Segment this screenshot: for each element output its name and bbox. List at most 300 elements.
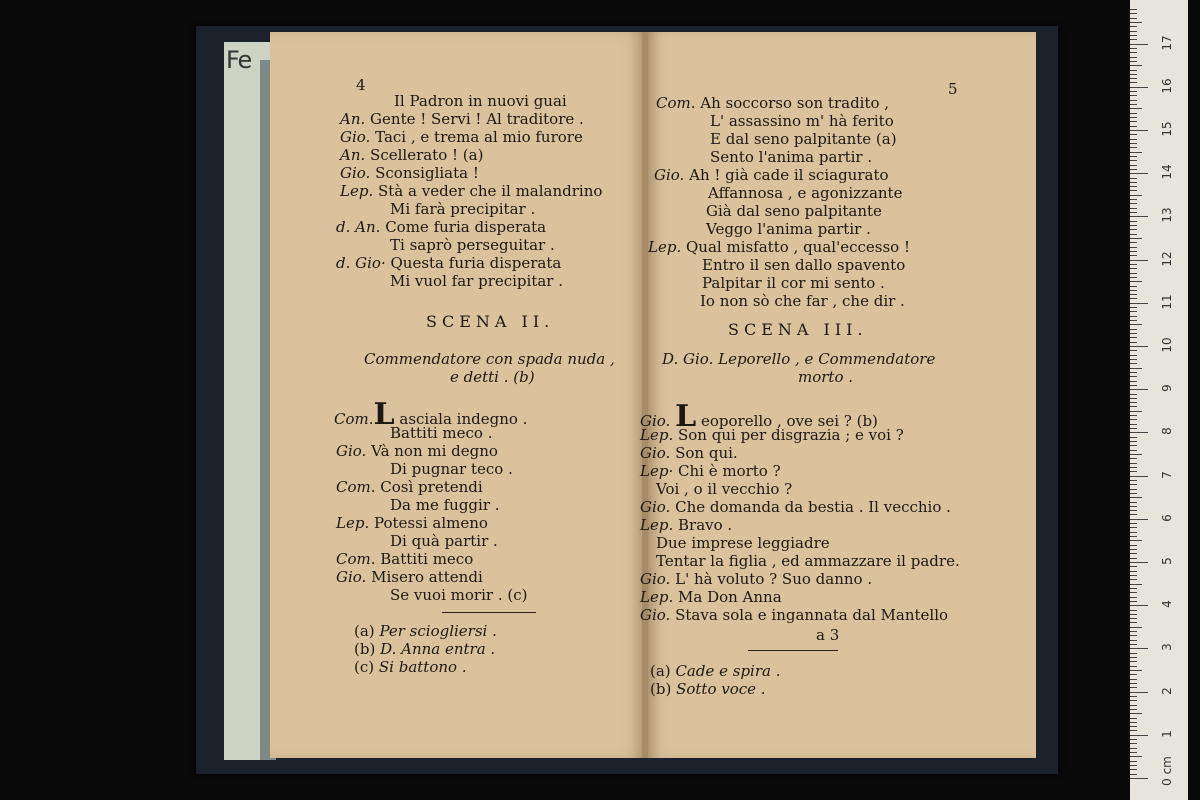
line-text: Scellerato ! (a) xyxy=(370,146,484,164)
ruler-tick xyxy=(1130,774,1137,775)
footnote-text: Si battono . xyxy=(378,658,467,676)
ruler-tick xyxy=(1130,718,1137,719)
dialogue-line xyxy=(640,498,951,516)
stage-direction: e detti . (b) xyxy=(450,368,535,386)
speaker: Gio. xyxy=(340,164,371,182)
footnote-mark: (a) xyxy=(650,662,671,680)
ruler-tick xyxy=(1130,22,1142,23)
ruler-number: 14 xyxy=(1160,164,1174,180)
ruler-number: 13 xyxy=(1160,207,1174,224)
ruler-tick xyxy=(1130,342,1137,343)
ruler-tick xyxy=(1130,670,1142,671)
line-text: Stava sola e ingannata dal Mantello xyxy=(675,606,949,624)
ruler-tick xyxy=(1130,165,1137,166)
speaker: Lep. xyxy=(648,238,682,256)
ruler-tick xyxy=(1130,545,1137,546)
speaker: d. An. xyxy=(336,218,381,236)
ruler-tick xyxy=(1130,527,1137,528)
ruler-tick xyxy=(1130,18,1137,19)
ruler-tick xyxy=(1130,234,1137,235)
ruler-tick xyxy=(1130,178,1137,179)
line-text: Di quà partir . xyxy=(390,532,498,550)
ruler-tick xyxy=(1130,190,1137,191)
ruler-tick xyxy=(1130,74,1137,75)
ruler-tick xyxy=(1130,39,1137,40)
dialogue-line xyxy=(336,550,473,568)
line-text: Bravo . xyxy=(678,516,733,534)
ruler-tick xyxy=(1130,324,1142,325)
ruler-tick xyxy=(1130,389,1148,390)
speaker: Com. xyxy=(336,478,376,496)
verse-line xyxy=(336,218,546,236)
dialogue-line xyxy=(640,426,904,444)
ruler-tick xyxy=(1130,644,1137,645)
verse-line xyxy=(702,274,885,292)
ruler-tick xyxy=(1130,497,1142,498)
speaker: An. xyxy=(340,146,366,164)
ruler-tick xyxy=(1130,406,1137,407)
footnote xyxy=(354,640,495,658)
line-text: Che domanda da bestia . Il vecchio . xyxy=(675,498,951,516)
ruler-tick xyxy=(1130,743,1137,744)
ruler-tick xyxy=(1130,605,1148,606)
ruler-tick xyxy=(1130,152,1142,153)
ruler-tick xyxy=(1130,57,1137,58)
ruler-number: 6 xyxy=(1160,513,1174,522)
ruler-tick xyxy=(1130,9,1137,10)
verse-line xyxy=(648,238,910,256)
ruler-number: 3 xyxy=(1160,643,1174,652)
speaker: Gio. xyxy=(654,166,685,184)
ruler-tick xyxy=(1130,286,1137,287)
line-text: Son qui per disgrazia ; e voi ? xyxy=(678,426,904,444)
footnote-mark: (b) xyxy=(650,680,672,698)
ruler-tick xyxy=(1130,553,1137,554)
verse-line xyxy=(340,128,583,146)
ruler-tick xyxy=(1130,199,1137,200)
ruler-tick xyxy=(1130,653,1137,654)
footnote-mark: (c) xyxy=(354,658,375,676)
footnote-text: Per sciogliersi . xyxy=(379,622,497,640)
line-text: Battiti meco . xyxy=(390,424,493,442)
ruler-tick xyxy=(1130,52,1137,53)
ruler-number: 12 xyxy=(1160,250,1174,267)
footnote-text: Cade e spira . xyxy=(675,662,781,680)
ruler-tick xyxy=(1130,562,1148,563)
stage-direction: Commendatore con spada nuda , xyxy=(364,350,615,368)
ruler-tick xyxy=(1130,381,1137,382)
speaker: An. xyxy=(340,110,366,128)
verse-line xyxy=(340,92,567,110)
ruler-tick xyxy=(1130,143,1137,144)
ruler-tick xyxy=(1130,182,1137,183)
catalog-tab-label: Fe xyxy=(226,46,252,74)
ruler-tick xyxy=(1130,186,1137,187)
ruler-tick xyxy=(1130,614,1137,615)
dialogue-line xyxy=(640,444,738,462)
line-text: Ti saprò perseguitar . xyxy=(390,236,555,254)
verse-line xyxy=(710,112,894,130)
ruler-tick xyxy=(1130,476,1148,477)
ruler-tick xyxy=(1130,739,1137,740)
speaker: Lep. xyxy=(640,516,674,534)
speaker: Gio. xyxy=(336,442,367,460)
ruler-tick xyxy=(1130,700,1137,701)
verse-line xyxy=(706,220,871,238)
ruler-tick xyxy=(1130,238,1142,239)
ruler-tick xyxy=(1130,769,1137,770)
ruler-tick xyxy=(1130,437,1137,438)
ruler-tick xyxy=(1130,303,1148,304)
ruler-tick xyxy=(1130,13,1137,14)
verse-line xyxy=(708,184,902,202)
ruler-tick xyxy=(1130,35,1137,36)
dialogue-line xyxy=(336,442,498,460)
ruler-tick xyxy=(1130,523,1137,524)
ruler-tick xyxy=(1130,428,1137,429)
ruler-tick xyxy=(1130,294,1137,295)
ruler-tick xyxy=(1130,514,1137,515)
ruler-tick xyxy=(1130,260,1148,261)
ruler-tick xyxy=(1130,627,1142,628)
footnote-text: Sotto voce . xyxy=(676,680,766,698)
ruler-tick xyxy=(1130,70,1137,71)
ruler-tick xyxy=(1130,394,1137,395)
ruler-tick xyxy=(1130,748,1137,749)
ruler-tick xyxy=(1130,147,1137,148)
ruler-tick xyxy=(1130,195,1142,196)
ruler-tick xyxy=(1130,692,1148,693)
ruler-tick xyxy=(1130,255,1137,256)
drop-cap: L xyxy=(675,399,697,434)
page-number: 4 xyxy=(356,76,366,94)
line-text: L' assassino m' hà ferito xyxy=(710,112,894,130)
verse-line xyxy=(654,166,889,184)
speaker: Gio. xyxy=(640,498,671,516)
ruler-tick xyxy=(1130,575,1137,576)
line-text: Stà a veder che il malandrino xyxy=(378,182,603,200)
ruler-tick xyxy=(1130,532,1137,533)
dialogue-line xyxy=(656,552,960,570)
speaker: Com. xyxy=(334,410,374,428)
line-text: Il Padron in nuovi guai xyxy=(394,92,567,110)
ruler-tick xyxy=(1130,756,1142,757)
line-text: Ma Don Anna xyxy=(678,588,782,606)
line-text: Entro il sen dallo spavento xyxy=(702,256,906,274)
line-text: Battiti meco xyxy=(380,550,474,568)
footnote xyxy=(354,622,497,640)
ruler-number: 2 xyxy=(1160,686,1174,695)
ruler-tick xyxy=(1130,113,1137,114)
dialogue-line xyxy=(390,496,500,514)
ruler-tick xyxy=(1130,454,1142,455)
line-text: Da me fuggir . xyxy=(390,496,500,514)
ruler-number: 11 xyxy=(1160,294,1174,310)
dialogue-line xyxy=(390,586,527,604)
ruler-tick xyxy=(1130,346,1148,347)
ruler-tick xyxy=(1130,579,1137,580)
ruler-tick xyxy=(1130,402,1137,403)
ruler-tick xyxy=(1130,726,1137,727)
ruler-tick xyxy=(1130,350,1137,351)
line-text: Sconsigliata ! xyxy=(375,164,479,182)
ruler-number: 9 xyxy=(1160,384,1174,393)
verse-line xyxy=(340,110,584,128)
verse-line xyxy=(390,200,535,218)
ruler-tick xyxy=(1130,415,1137,416)
dialogue-line xyxy=(640,606,948,624)
ruler-tick xyxy=(1130,368,1142,369)
ruler-tick xyxy=(1130,631,1137,632)
ruler-unit-label: 0 cm xyxy=(1160,756,1174,786)
ruler-tick xyxy=(1130,679,1137,680)
left-page xyxy=(270,32,646,758)
ruler-tick xyxy=(1130,571,1137,572)
line-text: Se vuoi morir . (c) xyxy=(390,586,528,604)
ruler-tick xyxy=(1130,95,1137,96)
ruler-tick xyxy=(1130,82,1137,83)
ruler-tick xyxy=(1130,121,1137,122)
ruler-tick xyxy=(1130,674,1137,675)
ruler-tick xyxy=(1130,566,1137,567)
ruler-tick xyxy=(1130,268,1137,269)
dialogue-line xyxy=(390,532,498,550)
footnote-mark: (a) xyxy=(354,622,375,640)
line-text: asciala indegno . xyxy=(399,410,528,428)
line-text: Ah soccorso son tradito , xyxy=(700,94,890,112)
ruler-tick xyxy=(1130,281,1142,282)
line-text: Taci , e trema al mio furore xyxy=(375,128,583,146)
verse-line xyxy=(710,130,897,148)
ruler-tick xyxy=(1130,506,1137,507)
ruler-tick xyxy=(1130,493,1137,494)
ruler-tick xyxy=(1130,139,1137,140)
ruler-tick xyxy=(1130,432,1148,433)
ruler-tick xyxy=(1130,489,1137,490)
dialogue-line xyxy=(640,462,781,480)
ruler-tick xyxy=(1130,687,1137,688)
ruler-tick xyxy=(1130,610,1137,611)
ruler-tick xyxy=(1130,130,1148,131)
speaker: d. Gio· xyxy=(336,254,386,272)
ruler-number: 10 xyxy=(1160,337,1174,353)
line-text: Questa furia disperata xyxy=(390,254,562,272)
speaker: Gio. xyxy=(640,412,671,430)
ruler-tick xyxy=(1130,463,1137,464)
line-text: Potessi almeno xyxy=(374,514,488,532)
line-text: Palpitar il cor mi sento . xyxy=(702,274,885,292)
line-text: Gente ! Servi ! Al traditore . xyxy=(370,110,584,128)
line-text: Già dal seno palpitante xyxy=(706,202,882,220)
ruler-tick xyxy=(1130,173,1148,174)
stage-direction: D. Gio. Leporello , e Commendatore xyxy=(662,350,936,368)
ruler-number: 4 xyxy=(1160,600,1174,609)
ruler-tick xyxy=(1130,100,1137,101)
line-text: Così pretendi xyxy=(380,478,483,496)
line-text: Ah ! già cade il sciagurato xyxy=(689,166,889,184)
ruler-tick xyxy=(1130,337,1137,338)
right-page xyxy=(640,32,1036,758)
ruler-tick xyxy=(1130,445,1137,446)
ruler-tick xyxy=(1130,117,1137,118)
dialogue-line xyxy=(336,478,483,496)
measurement-ruler xyxy=(1130,0,1188,800)
ruler-tick xyxy=(1130,208,1137,209)
ruler-tick xyxy=(1130,359,1137,360)
speaker: Lep. xyxy=(640,426,674,444)
ruler-tick xyxy=(1130,666,1137,667)
ruler-tick xyxy=(1130,709,1137,710)
footnote xyxy=(650,662,781,680)
line-text: E dal seno palpitante (a) xyxy=(710,130,897,148)
ruler-tick xyxy=(1130,622,1137,623)
ruler-tick xyxy=(1130,333,1137,334)
ruler-tick xyxy=(1130,273,1137,274)
ruler-tick xyxy=(1130,519,1148,520)
verse-line xyxy=(702,256,905,274)
ruler-tick xyxy=(1130,584,1142,585)
line-text: Voi , o il vecchio ? xyxy=(656,480,793,498)
footnote-mark: (b) xyxy=(354,640,376,658)
ruler-tick xyxy=(1130,355,1137,356)
dialogue-line xyxy=(656,534,830,552)
ruler-tick xyxy=(1130,61,1137,62)
ruler-tick xyxy=(1130,752,1137,753)
ruler-tick xyxy=(1130,329,1137,330)
ruler-number: 8 xyxy=(1160,427,1174,436)
ruler-tick xyxy=(1130,592,1137,593)
ruler-tick xyxy=(1130,316,1137,317)
speaker: Lep· xyxy=(640,462,674,480)
ruler-tick xyxy=(1130,735,1148,736)
ruler-tick xyxy=(1130,126,1137,127)
ruler-tick xyxy=(1130,450,1137,451)
line-text: Affannosa , e agonizzante xyxy=(708,184,903,202)
speaker: Gio. xyxy=(340,128,371,146)
ruler-tick xyxy=(1130,713,1142,714)
ruler-tick xyxy=(1130,722,1137,723)
ruler-tick xyxy=(1130,277,1137,278)
dialogue-line xyxy=(656,480,792,498)
verse-line xyxy=(656,94,889,112)
ruler-tick xyxy=(1130,458,1137,459)
ruler-tick xyxy=(1130,640,1137,641)
ruler-number: 5 xyxy=(1160,557,1174,565)
ruler-tick xyxy=(1130,203,1137,204)
ruler-tick xyxy=(1130,221,1137,222)
ruler-tick xyxy=(1130,502,1137,503)
ruler-tick xyxy=(1130,160,1137,161)
ruler-number: 17 xyxy=(1160,34,1174,51)
line-text: Veggo l'anima partir . xyxy=(706,220,871,238)
ruler-tick xyxy=(1130,441,1137,442)
verse-line xyxy=(390,272,563,290)
page-number: 5 xyxy=(948,80,958,98)
ruler-tick xyxy=(1130,65,1142,66)
ruler-number: 1 xyxy=(1160,729,1174,738)
dialogue-line xyxy=(390,460,513,478)
ruler-tick xyxy=(1130,156,1137,157)
ruler-tick xyxy=(1130,307,1137,308)
speaker: Com. xyxy=(656,94,696,112)
ruler-tick xyxy=(1130,765,1137,766)
ruler-tick xyxy=(1130,376,1137,377)
ruler-number: 16 xyxy=(1160,78,1174,94)
signature-mark: a 3 xyxy=(816,626,840,644)
ruler-tick xyxy=(1130,597,1137,598)
line-text: L' hà voluto ? Suo danno . xyxy=(675,570,873,588)
ruler-tick xyxy=(1130,696,1137,697)
ruler-tick xyxy=(1130,635,1137,636)
speaker: Gio. xyxy=(640,606,671,624)
ruler-tick xyxy=(1130,536,1137,537)
footnote-rule xyxy=(748,650,838,651)
speaker: Gio. xyxy=(640,444,671,462)
ruler-tick xyxy=(1130,298,1137,299)
ruler-tick xyxy=(1130,471,1137,472)
ruler-tick xyxy=(1130,290,1137,291)
verse-line xyxy=(336,254,561,272)
scene-title: SCENA II. xyxy=(426,312,555,331)
verse-line xyxy=(340,146,483,164)
dialogue-line xyxy=(640,516,732,534)
ruler-tick xyxy=(1130,778,1148,779)
scene-title: SCENA III. xyxy=(728,320,868,339)
line-text: Misero attendi xyxy=(371,568,483,586)
ruler-tick xyxy=(1130,212,1137,213)
ruler-tick xyxy=(1130,467,1137,468)
ruler-tick xyxy=(1130,134,1137,135)
ruler-tick xyxy=(1130,372,1137,373)
line-text: Mi vuol far precipitar . xyxy=(390,272,564,290)
line-text: Tentar la figlia , ed ammazzare il padre. xyxy=(656,552,960,570)
verse-line xyxy=(710,148,872,166)
verse-line xyxy=(700,292,905,310)
line-text: Son qui. xyxy=(675,444,738,462)
ruler-tick xyxy=(1130,91,1137,92)
ruler-tick xyxy=(1130,549,1137,550)
line-text: Io non sò che far , che dir . xyxy=(700,292,905,310)
ruler-tick xyxy=(1130,510,1137,511)
speaker: Com. xyxy=(336,550,376,568)
ruler-tick xyxy=(1130,484,1137,485)
ruler-tick xyxy=(1130,398,1137,399)
ruler-tick xyxy=(1130,618,1137,619)
stage-direction: morto . xyxy=(798,368,854,386)
ruler-tick xyxy=(1130,108,1142,109)
verse-line xyxy=(340,164,479,182)
ruler-tick xyxy=(1130,216,1148,217)
ruler-tick xyxy=(1130,730,1137,731)
verse-line xyxy=(390,236,555,254)
ruler-tick xyxy=(1130,311,1137,312)
line-text: Và non mi degno xyxy=(371,442,498,460)
speaker: Lep. xyxy=(336,514,370,532)
speaker: Lep. xyxy=(340,182,374,200)
dialogue-line xyxy=(390,424,492,442)
ruler-tick xyxy=(1130,44,1148,45)
line-text: Di pugnar teco . xyxy=(390,460,513,478)
ruler-tick xyxy=(1130,424,1137,425)
ruler-tick xyxy=(1130,385,1137,386)
ruler-tick xyxy=(1130,104,1137,105)
ruler-tick xyxy=(1130,705,1137,706)
line-text: Qual misfatto , qual'eccesso ! xyxy=(686,238,910,256)
line-text: Chi è morto ? xyxy=(678,462,781,480)
ruler-tick xyxy=(1130,419,1137,420)
footnote-rule xyxy=(442,612,536,613)
ruler-tick xyxy=(1130,411,1142,412)
